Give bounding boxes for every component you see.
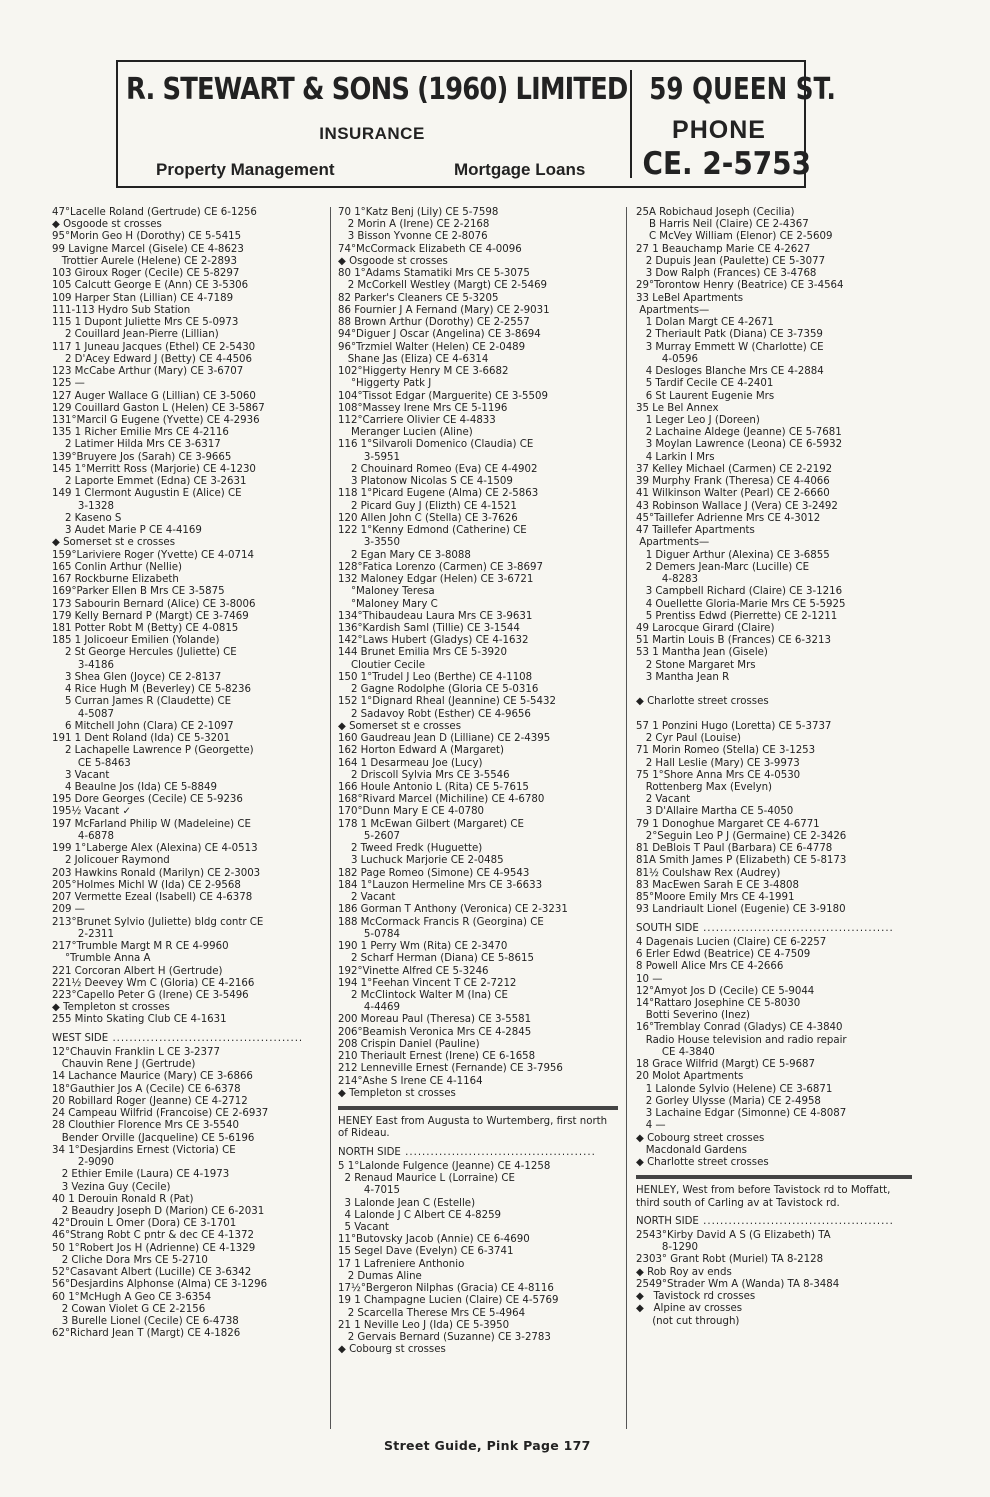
resident-entry: 4 Beaulne Jos (Ida) CE 5-8849 bbox=[52, 782, 217, 794]
resident-entry: 8-1290 bbox=[636, 1242, 698, 1254]
resident-entry: 2 Picard Guy J (Elizth) CE 4-1521 bbox=[338, 500, 517, 512]
resident-entry: Cloutier Cecile bbox=[338, 659, 426, 671]
resident-entry: 5 Curran James R (Claudette) CE bbox=[52, 696, 232, 708]
resident-entry: 19 1 Champagne Lucien (Claire) CE 4-5769 bbox=[338, 1295, 559, 1307]
resident-entry: 40 1 Derouin Ronald R (Pat) bbox=[52, 1193, 194, 1205]
resident-entry: 3 Lalonde Jean C (Estelle) bbox=[338, 1197, 476, 1209]
resident-entry: 179 Kelly Bernard P (Margt) CE 3-7469 bbox=[52, 610, 249, 622]
ad-divider bbox=[630, 70, 632, 178]
street-separator-bar bbox=[636, 1175, 912, 1179]
resident-entry: 132 Maloney Edgar (Helen) CE 3-6721 bbox=[338, 574, 534, 586]
resident-entry: 136°Kardish Saml (Tillie) CE 3-1544 bbox=[338, 622, 520, 634]
resident-entry: 83 MacEwen Sarah E CE 3-4808 bbox=[636, 879, 799, 891]
cross-street-note: ◆ Somerset st e crosses bbox=[338, 720, 461, 732]
resident-entry: 4-4469 bbox=[338, 1002, 400, 1014]
resident-entry: 49 Larocque Girard (Claire) bbox=[636, 622, 775, 634]
resident-entry: 99 Lavigne Marcel (Gisele) CE 4-8623 bbox=[52, 243, 244, 255]
cross-street-note: ◆ Somerset st e crosses bbox=[52, 537, 175, 549]
resident-entry: CE 4-3840 bbox=[636, 1046, 715, 1058]
ad-mortgage-loans: Mortgage Loans bbox=[454, 160, 586, 179]
ad-left-panel bbox=[118, 62, 626, 186]
resident-entry: 108°Massey Irene Mrs CE 5-1196 bbox=[338, 402, 508, 414]
resident-entry: 56°Desjardins Alphonse (Alma) CE 3-1296 bbox=[52, 1279, 268, 1291]
resident-entry: 2 Dupuis Jean (Paulette) CE 5-3077 bbox=[636, 255, 826, 267]
resident-entry: 2543°Kirby David A S (G Elizabeth) TA bbox=[636, 1229, 831, 1241]
resident-entry: 2 McClintock Walter M (Ina) CE bbox=[338, 990, 508, 1001]
resident-entry: 165 Conlin Arthur (Nellie) bbox=[52, 561, 182, 573]
resident-entry: 4 — bbox=[636, 1120, 666, 1132]
resident-entry: 25A Robichaud Joseph (Cecilia) bbox=[636, 207, 795, 218]
resident-entry: 188 McCormack Francis R (Georgina) CE bbox=[338, 916, 544, 928]
resident-entry: 6 Mitchell John (Clara) CE 2-1097 bbox=[52, 720, 234, 732]
resident-entry: 3 Burelle Lionel (Cecile) CE 6-4738 bbox=[52, 1316, 239, 1328]
resident-entry: 134°Thibaudeau Laura Mrs CE 3-9631 bbox=[338, 610, 533, 622]
resident-entry: 5 Prentiss Edwd (Pierrette) CE 2-1211 bbox=[636, 610, 838, 622]
cross-street-note: ◆ Rob Roy av ends bbox=[636, 1266, 732, 1278]
resident-entry: 3-4186 bbox=[52, 659, 114, 671]
resident-entry: 28 Clouthier Florence Mrs CE 3-5540 bbox=[52, 1120, 239, 1132]
resident-entry: 2 St George Hercules (Juliette) CE bbox=[52, 647, 237, 659]
resident-entry: 4-0596 bbox=[636, 353, 698, 365]
resident-entry: 4-5087 bbox=[52, 708, 114, 720]
resident-entry: 2549°Strader Wm A (Wanda) TA 8-3484 bbox=[636, 1278, 840, 1290]
resident-entry: 53 1 Mantha Jean (Gisele) bbox=[636, 647, 768, 659]
resident-entry: 14°Rattaro Josephine CE 5-8030 bbox=[636, 998, 801, 1009]
resident-entry: Radio House television and radio repair bbox=[636, 1034, 847, 1046]
directory-column-1 bbox=[52, 207, 324, 1429]
resident-entry: 74°McCormack Elizabeth CE 4-0096 bbox=[338, 243, 522, 255]
resident-entry: 4-7015 bbox=[338, 1185, 400, 1197]
resident-entry: 111-113 Hydro Sub Station bbox=[52, 304, 191, 316]
resident-entry: 5 1°Lalonde Fulgence (Jeanne) CE 4-1258 bbox=[338, 1160, 551, 1172]
resident-entry: 2 Lachapelle Lawrence P (Georgette) bbox=[52, 745, 254, 757]
resident-entry: 209 — bbox=[52, 904, 85, 916]
resident-entry: 2 Jolicouer Raymond bbox=[52, 855, 170, 867]
resident-entry: 4 Larkin I Mrs bbox=[636, 451, 715, 463]
street-heading: HENEY East from Augusta to Wurtemberg, first north of Rideau. bbox=[338, 1116, 608, 1140]
resident-entry: 200 Moreau Paul (Theresa) CE 3-5581 bbox=[338, 1014, 532, 1026]
resident-entry: 142°Laws Hubert (Gladys) CE 4-1632 bbox=[338, 635, 529, 647]
resident-entry: 47 Taillefer Apartments bbox=[636, 525, 755, 537]
resident-entry: 20 Molot Apartments bbox=[636, 1071, 744, 1083]
resident-entry: 2 Renaud Maurice L (Lorraine) CE bbox=[338, 1173, 515, 1185]
spacer bbox=[636, 684, 912, 696]
side-heading: NORTH SIDE ..... bbox=[338, 1147, 618, 1159]
resident-entry: 46°Strang Robt C pntr & dec CE 4-1372 bbox=[52, 1230, 254, 1242]
resident-entry: °Higgerty Patk J bbox=[338, 378, 432, 390]
resident-entry: 2 Ethier Emile (Laura) CE 4-1973 bbox=[52, 1169, 230, 1181]
resident-entry: 27 1 Beauchamp Marie CE 4-2627 bbox=[636, 243, 811, 255]
resident-entry: 2 Gervais Bernard (Suzanne) CE 3-2783 bbox=[338, 1332, 551, 1344]
cross-street-note: ◆ Alpine av crosses bbox=[636, 1303, 743, 1315]
resident-entry: 57 1 Ponzini Hugo (Loretta) CE 5-3737 bbox=[636, 720, 832, 732]
resident-entry: 35 Le Bel Annex bbox=[636, 402, 719, 414]
resident-entry: 3 Vacant bbox=[52, 769, 110, 781]
resident-entry: 221 Corcoran Albert H (Gertrude) bbox=[52, 965, 223, 977]
resident-entry: C McVey William (Elenor) CE 2-5609 bbox=[636, 231, 833, 243]
resident-entry: Apartments— bbox=[636, 537, 710, 549]
resident-entry: °Trumble Anna A bbox=[52, 953, 151, 965]
resident-entry: 52°Casavant Albert (Lucille) CE 3-6342 bbox=[52, 1267, 252, 1279]
resident-entry: Chauvin Rene J (Gertrude) bbox=[52, 1059, 196, 1071]
resident-entry: 75 1°Shore Anna Mrs CE 4-0530 bbox=[636, 769, 801, 781]
resident-entry: 2 Latimer Hilda Mrs CE 3-6317 bbox=[52, 439, 221, 451]
resident-entry: 195 Dore Georges (Cecile) CE 5-9236 bbox=[52, 794, 243, 806]
resident-entry: 37 Kelley Michael (Carmen) CE 2-2192 bbox=[636, 463, 833, 475]
resident-entry: 5-2607 bbox=[338, 830, 400, 842]
resident-entry: 1 Leger Leo J (Doreen) bbox=[636, 414, 760, 426]
resident-entry: 1 Lalonde Sylvio (Helene) CE 3-6871 bbox=[636, 1083, 833, 1095]
cross-street-note: ◆ Charlotte street crosses bbox=[636, 1157, 769, 1169]
resident-entry: 11°Butovsky Jacob (Annie) CE 6-4690 bbox=[338, 1234, 530, 1246]
resident-entry: 93 Landriault Lionel (Eugenie) CE 3-9180 bbox=[636, 904, 846, 916]
resident-entry: 2 Laporte Emmet (Edna) CE 3-2631 bbox=[52, 476, 247, 488]
resident-entry: 159°Lariviere Roger (Yvette) CE 4-0714 bbox=[52, 549, 254, 561]
resident-entry: 5 Tardif Cecile CE 4-2401 bbox=[636, 378, 774, 390]
resident-entry: 2 Dumas Aline bbox=[338, 1270, 422, 1282]
resident-entry: 178 1 McEwan Gilbert (Margaret) CE bbox=[338, 818, 524, 830]
resident-entry: 2 Cyr Paul (Louise) bbox=[636, 733, 741, 745]
resident-entry: 2 Gorley Ulysse (Maria) CE 2-4958 bbox=[636, 1095, 821, 1107]
resident-entry: 203 Hawkins Ronald (Marilyn) CE 2-3003 bbox=[52, 867, 261, 879]
resident-entry: 125 — bbox=[52, 378, 85, 390]
resident-entry: 95°Morin Geo H (Dorothy) CE 5-5415 bbox=[52, 231, 242, 243]
cross-street-note: ◆ Templeton st crosses bbox=[52, 1002, 170, 1014]
resident-entry: 2 Cowan Violet G CE 2-2156 bbox=[52, 1303, 206, 1315]
resident-entry: 186 Gorman T Anthony (Veronica) CE 2-3231 bbox=[338, 904, 568, 916]
resident-entry: 118 1°Picard Eugene (Alma) CE 2-5863 bbox=[338, 488, 539, 500]
resident-entry: 116 1°Silvaroli Domenico (Claudia) CE bbox=[338, 439, 534, 451]
resident-entry: 149 1 Clermont Augustin E (Alice) CE bbox=[52, 488, 242, 500]
resident-entry: 192°Vinette Alfred CE 5-3246 bbox=[338, 965, 489, 977]
resident-entry: 164 1 Desarmeau Joe (Lucy) bbox=[338, 757, 483, 769]
resident-entry: (not cut through) bbox=[636, 1315, 740, 1327]
resident-entry: 2 Vacant bbox=[338, 892, 396, 904]
resident-entry: 41 Wilkinson Walter (Pearl) CE 2-6660 bbox=[636, 488, 830, 500]
resident-entry: 18°Gauthier Jos A (Cecile) CE 6-6378 bbox=[52, 1083, 241, 1095]
resident-entry: 2 Beaudry Joseph D (Marion) CE 6-2031 bbox=[52, 1205, 265, 1217]
resident-entry: 184 1°Lauzon Hermeline Mrs CE 3-6633 bbox=[338, 879, 543, 891]
resident-entry: 24 Campeau Wilfrid (Francoise) CE 2-6937 bbox=[52, 1108, 269, 1120]
resident-entry: Trottier Aurele (Helene) CE 2-2893 bbox=[52, 255, 237, 267]
resident-entry: 18 Grace Wilfrid (Margt) CE 5-9687 bbox=[636, 1059, 816, 1071]
resident-entry: 47°Lacelle Roland (Gertrude) CE 6-1256 bbox=[52, 207, 257, 218]
resident-entry: 10 — bbox=[636, 973, 663, 985]
resident-entry: 71 Morin Romeo (Stella) CE 3-1253 bbox=[636, 745, 816, 757]
resident-entry: 4 Lalonde J C Albert CE 4-8259 bbox=[338, 1209, 502, 1221]
resident-entry: 3 Bisson Yvonne CE 2-8076 bbox=[338, 231, 488, 243]
resident-entry: 6 St Laurent Eugenie Mrs bbox=[636, 390, 775, 402]
resident-entry: Rottenberg Max (Evelyn) bbox=[636, 782, 773, 794]
ad-address: 59 QUEEN ST. bbox=[649, 72, 836, 107]
resident-entry: 168°Rivard Marcel (Michiline) CE 4-6780 bbox=[338, 794, 545, 806]
resident-entry: 221½ Deevey Wm C (Gloria) CE 4-2166 bbox=[52, 977, 255, 989]
resident-entry: 150 1°Trudel J Leo (Berthe) CE 4-1108 bbox=[338, 671, 533, 683]
street-heading: HENLEY, West from before Tavistock rd to Moffatt, third south of Carling av at Tavistock rd. bbox=[636, 1185, 891, 1209]
resident-entry: 5 Vacant bbox=[338, 1221, 389, 1233]
resident-entry: 103 Giroux Roger (Cecile) CE 5-8297 bbox=[52, 268, 240, 280]
resident-entry: 62°Richard Jean T (Margt) CE 4-1826 bbox=[52, 1328, 241, 1340]
resident-entry: 185 1 Jolicoeur Emilien (Yolande) bbox=[52, 635, 220, 647]
resident-entry: 2 Scharf Herman (Diana) CE 5-8615 bbox=[338, 953, 534, 965]
resident-entry: 213°Brunet Sylvio (Juliette) bldg contr CE bbox=[52, 916, 264, 928]
resident-entry: 120 Allen John C (Stella) CE 3-7626 bbox=[338, 512, 518, 524]
resident-entry: 94°Diguer J Oscar (Angelina) CE 3-8694 bbox=[338, 329, 541, 341]
insurance-advertisement bbox=[116, 60, 836, 188]
cross-street-note: ◆ Cobourg street crosses bbox=[636, 1132, 765, 1144]
directory-column-2 bbox=[338, 207, 618, 1429]
side-heading: NORTH SIDE ..... bbox=[636, 1216, 912, 1228]
side-heading: SOUTH SIDE ..... bbox=[636, 923, 912, 935]
street-separator-bar bbox=[338, 1106, 618, 1110]
resident-entry: 16°Tremblay Conrad (Gladys) CE 4-3840 bbox=[636, 1022, 843, 1034]
resident-entry: 88 Brown Arthur (Dorothy) CE 2-2557 bbox=[338, 317, 530, 329]
resident-entry: 2 D'Acey Edward J (Betty) CE 4-4506 bbox=[52, 353, 253, 365]
resident-entry: 3 Campbell Richard (Claire) CE 3-1216 bbox=[636, 586, 843, 598]
resident-entry: 122 1°Kenny Edmond (Catherine) CE bbox=[338, 525, 527, 537]
resident-entry: 17½°Bergeron Nilphas (Gracia) CE 4-8116 bbox=[338, 1283, 554, 1295]
resident-entry: 50 1°Robert Jos H (Adrienne) CE 4-1329 bbox=[52, 1242, 256, 1254]
resident-entry: 3 Luchuck Marjorie CE 2-0485 bbox=[338, 855, 504, 867]
resident-entry: 12°Chauvin Franklin L CE 3-2377 bbox=[52, 1046, 220, 1058]
resident-entry: 2 Demers Jean-Marc (Lucille) CE bbox=[636, 561, 810, 573]
resident-entry: 2 Stone Margaret Mrs bbox=[636, 659, 756, 671]
resident-entry: 81 DeBlois T Paul (Barbara) CE 6-4778 bbox=[636, 843, 833, 855]
resident-entry: 29°Torontow Henry (Beatrice) CE 3-4564 bbox=[636, 280, 844, 292]
resident-entry: 152 1°Dignard Rheal (Jeannine) CE 5-5432 bbox=[338, 696, 556, 708]
resident-entry: 206°Beamish Veronica Mrs CE 4-2845 bbox=[338, 1026, 532, 1038]
resident-entry: 3 Mantha Jean R bbox=[636, 671, 730, 683]
resident-entry: 105 Calcutt George E (Ann) CE 3-5306 bbox=[52, 280, 249, 292]
resident-entry: 210 Theriault Ernest (Irene) CE 6-1658 bbox=[338, 1051, 536, 1063]
resident-entry: 255 Minto Skating Club CE 4-1631 bbox=[52, 1014, 227, 1026]
resident-entry: 2 Scarcella Therese Mrs CE 5-4964 bbox=[338, 1307, 526, 1319]
resident-entry: 4 Ouellette Gloria-Marie Mrs CE 5-5925 bbox=[636, 598, 846, 610]
resident-entry: Apartments— bbox=[636, 304, 710, 316]
resident-entry: 207 Vermette Ezeal (Isabell) CE 4-6378 bbox=[52, 892, 253, 904]
resident-entry: 45°Taillefer Adrienne Mrs CE 4-3012 bbox=[636, 512, 821, 524]
resident-entry: 3 Murray Emmett W (Charlotte) CE bbox=[636, 341, 824, 353]
resident-entry: 2 Tweed Fredk (Huguette) bbox=[338, 843, 483, 855]
resident-entry: 8 Powell Alice Mrs CE 4-2666 bbox=[636, 961, 784, 973]
resident-entry: 82 Parker's Cleaners CE 5-3205 bbox=[338, 292, 499, 304]
resident-entry: 223°Capello Peter G (Irene) CE 3-5496 bbox=[52, 990, 249, 1001]
cross-street-note: ◆ Tavistock rd crosses bbox=[636, 1291, 756, 1303]
resident-entry: °Maloney Mary C bbox=[338, 598, 438, 610]
resident-entry: 20 Robillard Roger (Jeanne) CE 4-2712 bbox=[52, 1095, 248, 1107]
resident-entry: 2-2311 bbox=[52, 928, 114, 940]
resident-entry: 2 Sadavoy Robt (Esther) CE 4-9656 bbox=[338, 708, 531, 720]
cross-street-note: ◆ Charlotte street crosses bbox=[636, 696, 769, 708]
resident-entry: 3-1328 bbox=[52, 500, 114, 512]
resident-entry: 86 Fournier J A Fernand (Mary) CE 2-9031 bbox=[338, 304, 550, 316]
resident-entry: 104°Tissot Edgar (Marguerite) CE 3-5509 bbox=[338, 390, 548, 402]
resident-entry: 1 Diguer Arthur (Alexina) CE 3-6855 bbox=[636, 549, 830, 561]
resident-entry: 15 Segel Dave (Evelyn) CE 6-3741 bbox=[338, 1246, 514, 1258]
resident-entry: 12°Amyot Jos D (Cecile) CE 5-9044 bbox=[636, 985, 815, 997]
resident-entry: 3 Dow Ralph (Frances) CE 3-4768 bbox=[636, 268, 817, 280]
resident-entry: 2 Chouinard Romeo (Eva) CE 4-4902 bbox=[338, 463, 538, 475]
resident-entry: 190 1 Perry Wm (Rita) CE 2-3470 bbox=[338, 941, 508, 953]
resident-entry: 112°Carriere Olivier CE 4-4833 bbox=[338, 414, 496, 426]
resident-entry: 85°Moore Emily Mrs CE 4-1991 bbox=[636, 892, 795, 904]
resident-entry: 3 Lachaine Edgar (Simonne) CE 4-8087 bbox=[636, 1108, 847, 1120]
resident-entry: 4-8283 bbox=[636, 574, 698, 586]
ad-insurance-label: INSURANCE bbox=[319, 124, 425, 143]
resident-entry: 191 1 Dent Roland (Ida) CE 5-3201 bbox=[52, 733, 231, 745]
resident-entry: 2 Gagne Rodolphe (Gloria CE 5-0316 bbox=[338, 684, 539, 696]
resident-entry: 182 Page Romeo (Simone) CE 4-9543 bbox=[338, 867, 530, 879]
resident-entry: 34 1°Desjardins Ernest (Victoria) CE bbox=[52, 1144, 236, 1156]
resident-entry: 3 Shea Glen (Joyce) CE 2-8137 bbox=[52, 671, 222, 683]
resident-entry: 2 McCorkell Westley (Margt) CE 2-5469 bbox=[338, 280, 548, 292]
resident-entry: 3-3550 bbox=[338, 537, 400, 549]
directory-column-3 bbox=[636, 207, 912, 1429]
resident-entry: 129 Couillard Gaston L (Helen) CE 3-5867 bbox=[52, 402, 265, 414]
resident-entry: 144 Brunet Emilia Mrs CE 5-3920 bbox=[338, 647, 508, 659]
resident-entry: 102°Higgerty Henry M CE 3-6682 bbox=[338, 366, 509, 378]
resident-entry: 79 1 Donoghue Margaret CE 4-6771 bbox=[636, 818, 820, 830]
resident-entry: Macdonald Gardens bbox=[636, 1144, 747, 1156]
resident-entry: 170°Dunn Mary E CE 4-0780 bbox=[338, 806, 485, 818]
spacer bbox=[636, 709, 912, 721]
resident-entry: 4 Dagenais Lucien (Claire) CE 6-2257 bbox=[636, 936, 827, 948]
resident-entry: 115 1 Dupont Juliette Mrs CE 5-0973 bbox=[52, 317, 239, 329]
cross-street-note: ◆ Osgoode st crosses bbox=[338, 255, 448, 267]
cross-street-note: ◆ Templeton st crosses bbox=[338, 1087, 456, 1099]
resident-entry: 135 1 Richer Emilie Mrs CE 4-2116 bbox=[52, 427, 229, 439]
resident-entry: 2 Couillard Jean-Pierre (Lillian) bbox=[52, 329, 219, 341]
resident-entry: 3 Platonow Nicolas S CE 4-1509 bbox=[338, 476, 513, 488]
resident-entry: 2°Seguin Leo P J (Germaine) CE 2-3426 bbox=[636, 830, 847, 842]
resident-entry: 4 Desloges Blanche Mrs CE 4-2884 bbox=[636, 366, 824, 378]
resident-entry: B Harris Neil (Claire) CE 2-4367 bbox=[636, 219, 809, 231]
resident-entry: 131°Marcil G Eugene (Yvette) CE 4-2936 bbox=[52, 414, 260, 426]
resident-entry: 181 Potter Robt M (Betty) CE 4-0815 bbox=[52, 622, 239, 634]
resident-entry: 2 Kaseno S bbox=[52, 512, 122, 524]
resident-entry: 2 Driscoll Sylvia Mrs CE 3-5546 bbox=[338, 769, 510, 781]
resident-entry: 17 1 Lafreniere Anthonio bbox=[338, 1258, 465, 1270]
resident-entry: 42°Drouin L Omer (Dora) CE 3-1701 bbox=[52, 1218, 237, 1230]
resident-entry: 2 Lachaine Aldege (Jeanne) CE 5-7681 bbox=[636, 427, 842, 439]
ad-phone-label: PHONE bbox=[672, 116, 766, 144]
resident-entry: 2 Egan Mary CE 3-8088 bbox=[338, 549, 471, 561]
resident-entry: 1 Dolan Margt CE 4-2671 bbox=[636, 317, 774, 329]
resident-entry: 43 Robinson Wallace J (Vera) CE 3-2492 bbox=[636, 500, 838, 512]
ad-company-name: R. STEWART & SONS (1960) LIMITED bbox=[126, 72, 628, 107]
resident-entry: 127 Auger Wallace G (Lillian) CE 3-5060 bbox=[52, 390, 256, 402]
resident-entry: 199 1°Laberge Alex (Alexina) CE 4-0513 bbox=[52, 843, 258, 855]
resident-entry: 2 Hall Leslie (Mary) CE 3-9973 bbox=[636, 757, 800, 769]
resident-entry: 2303° Grant Robt (Muriel) TA 8-2128 bbox=[636, 1254, 824, 1266]
resident-entry: 173 Sabourin Bernard (Alice) CE 3-8006 bbox=[52, 598, 256, 610]
resident-entry: 80 1°Adams Stamatiki Mrs CE 5-3075 bbox=[338, 268, 530, 280]
resident-entry: 81½ Coulshaw Rex (Audrey) bbox=[636, 867, 781, 879]
resident-entry: 205°Holmes Michl W (Ida) CE 2-9568 bbox=[52, 879, 241, 891]
resident-entry: 2-9090 bbox=[52, 1157, 114, 1169]
resident-entry: Botti Severino (Inez) bbox=[636, 1010, 750, 1022]
resident-entry: 2 Morin A (Irene) CE 2-2168 bbox=[338, 219, 490, 231]
page-footer: Street Guide, Pink Page 177 bbox=[384, 1438, 591, 1453]
ad-phone-number: CE. 2-5753 bbox=[642, 146, 811, 182]
resident-entry: 6 Erler Edwd (Beatrice) CE 4-7509 bbox=[636, 949, 811, 961]
resident-entry: 139°Bruyere Jos (Sarah) CE 3-9665 bbox=[52, 451, 232, 463]
ad-right-panel bbox=[634, 62, 836, 186]
resident-entry: 217°Trumble Margt M R CE 4-9960 bbox=[52, 941, 229, 953]
cross-street-note: ◆ Cobourg st crosses bbox=[338, 1344, 446, 1356]
resident-entry: 169°Parker Ellen B Mrs CE 3-5875 bbox=[52, 586, 225, 598]
resident-entry: 14 Lachance Maurice (Mary) CE 3-6866 bbox=[52, 1071, 253, 1083]
column-divider bbox=[330, 207, 331, 1429]
cross-street-note: ◆ Osgoode st crosses bbox=[52, 219, 162, 231]
resident-entry: °Maloney Teresa bbox=[338, 586, 435, 598]
resident-entry: 167 Rockburne Elizabeth bbox=[52, 574, 179, 586]
resident-entry: 2 Theriault Patk (Diana) CE 3-7359 bbox=[636, 329, 823, 341]
resident-entry: CE 5-8463 bbox=[52, 757, 131, 769]
resident-entry: 3-5951 bbox=[338, 451, 400, 463]
resident-entry: 109 Harper Stan (Lillian) CE 4-7189 bbox=[52, 292, 234, 304]
resident-entry: 4-6878 bbox=[52, 830, 114, 842]
resident-entry: 5-0784 bbox=[338, 928, 400, 940]
resident-entry: 128°Fatica Lorenzo (Carmen) CE 3-8697 bbox=[338, 561, 543, 573]
resident-entry: 194 1°Feehan Vincent T CE 2-7212 bbox=[338, 977, 517, 989]
resident-entry: 145 1°Merritt Ross (Marjorie) CE 4-1230 bbox=[52, 463, 256, 475]
column-divider bbox=[626, 207, 627, 1429]
resident-entry: 162 Horton Edward A (Margaret) bbox=[338, 745, 505, 757]
resident-entry: 197 McFarland Philip W (Madeleine) CE bbox=[52, 818, 251, 830]
resident-entry: 51 Martin Louis B (Frances) CE 6-3213 bbox=[636, 635, 831, 647]
resident-entry: Meranger Lucien (Aline) bbox=[338, 427, 473, 439]
resident-entry: 96°Trzmiel Walter (Helen) CE 2-0489 bbox=[338, 341, 526, 353]
resident-entry: 2 Vacant bbox=[636, 794, 691, 806]
resident-entry: 214°Ashe S Irene CE 4-1164 bbox=[338, 1075, 483, 1087]
resident-entry: 3 Moylan Lawrence (Leona) CE 6-5932 bbox=[636, 439, 843, 451]
resident-entry: 160 Gaudreau Jean D (Lilliane) CE 2-4395 bbox=[338, 733, 551, 745]
resident-entry: 123 McCabe Arthur (Mary) CE 3-6707 bbox=[52, 366, 244, 378]
resident-entry: 33 LeBel Apartments bbox=[636, 292, 744, 304]
resident-entry: 195½ Vacant ✓ bbox=[52, 806, 132, 818]
resident-entry: 212 Lenneville Ernest (Fernande) CE 3-7956 bbox=[338, 1063, 563, 1075]
resident-entry: 21 1 Neville Leo J (Ida) CE 5-3950 bbox=[338, 1319, 510, 1331]
resident-entry: 208 Crispin Daniel (Pauline) bbox=[338, 1038, 480, 1050]
resident-entry: 4 Rice Hugh M (Beverley) CE 5-8236 bbox=[52, 684, 251, 696]
side-heading: WEST SIDE ..... bbox=[52, 1033, 324, 1045]
resident-entry: Bender Orville (Jacqueline) CE 5-6196 bbox=[52, 1132, 255, 1144]
resident-entry: 3 D'Allaire Martha CE 5-4050 bbox=[636, 806, 794, 818]
resident-entry: 3 Vezina Guy (Cecile) bbox=[52, 1181, 171, 1193]
resident-entry: 70 1°Katz Benj (Lily) CE 5-7598 bbox=[338, 207, 499, 218]
resident-entry: 60 1°McHugh A Geo CE 3-6354 bbox=[52, 1291, 212, 1303]
resident-entry: 39 Murphy Frank (Theresa) CE 4-4066 bbox=[636, 476, 830, 488]
resident-entry: 81A Smith James P (Elizabeth) CE 5-8173 bbox=[636, 855, 847, 867]
resident-entry: 166 Houle Antonio L (Rita) CE 5-7615 bbox=[338, 782, 529, 794]
resident-entry: 117 1 Juneau Jacques (Ethel) CE 2-5430 bbox=[52, 341, 256, 353]
resident-entry: 3 Audet Marie P CE 4-4169 bbox=[52, 525, 202, 537]
resident-entry: Shane Jas (Eliza) CE 4-6314 bbox=[338, 353, 489, 365]
ad-property-management: Property Management bbox=[156, 160, 335, 179]
resident-entry: 2 Cliche Dora Mrs CE 5-2710 bbox=[52, 1254, 208, 1266]
